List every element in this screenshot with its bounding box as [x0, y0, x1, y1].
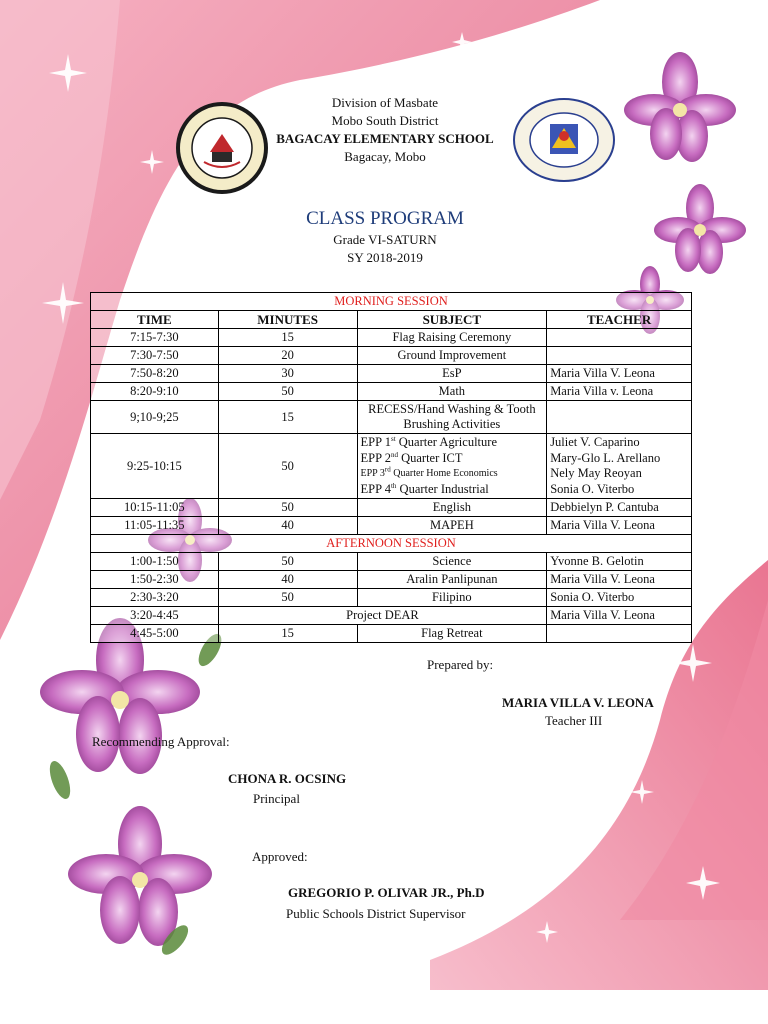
class-program-table — [90, 292, 692, 643]
cell-teacher: Maria Villa V. Leona — [547, 607, 692, 625]
cell-teacher: Maria Villa V. Leona — [547, 365, 692, 383]
cell-time: 1:50-2:30 — [91, 571, 219, 589]
epp-subject-line: EPP 1st Quarter Agriculture — [360, 434, 497, 449]
col-header-minutes: MINUTES — [218, 311, 357, 329]
cell-time: 10:15-11:05 — [91, 499, 219, 517]
table-row — [91, 499, 692, 517]
cell-minutes: 50 — [218, 434, 357, 499]
cell-time: 9;10-9;25 — [91, 401, 219, 434]
principal-title: Principal — [253, 791, 300, 806]
supervisor-name: GREGORIO P. OLIVAR JR., Ph.D — [288, 885, 485, 900]
school-header — [230, 94, 540, 166]
table-row — [91, 571, 692, 589]
header-school-name: BAGACAY ELEMENTARY SCHOOL — [276, 131, 494, 146]
session-row-afternoon — [91, 535, 692, 553]
cell-time: 8:20-9:10 — [91, 383, 219, 401]
cell-subject: Flag Raising Ceremony — [357, 329, 547, 347]
cell-minutes: 15 — [218, 401, 357, 434]
cell-subject: Filipino — [357, 589, 547, 607]
header-district: Mobo South District — [331, 113, 439, 128]
col-header-teacher: TEACHER — [547, 311, 692, 329]
table-row — [91, 329, 692, 347]
title-block — [230, 207, 540, 267]
table-row — [91, 365, 692, 383]
cell-subject: Ground Improvement — [357, 347, 547, 365]
epp-teacher-line: Juliet V. Caparino — [550, 435, 640, 449]
table-row — [91, 589, 692, 607]
table-row — [91, 517, 692, 535]
cell-teacher — [547, 401, 692, 434]
epp-subject-line: EPP 2nd Quarter ICT — [360, 450, 463, 465]
table-row — [91, 401, 692, 434]
morning-session-label: MORNING SESSION — [91, 293, 692, 311]
table-row-retreat — [91, 625, 692, 643]
school-year: SY 2018-2019 — [347, 250, 423, 265]
session-row-morning — [91, 293, 692, 311]
col-header-time: TIME — [91, 311, 219, 329]
principal-name: CHONA R. OCSING — [228, 771, 347, 786]
cell-teacher: Yvonne B. Gelotin — [547, 553, 692, 571]
cell-time: 3:20-4:45 — [91, 607, 219, 625]
cell-minutes: 50 — [218, 553, 357, 571]
cell-subject: EsP — [357, 365, 547, 383]
cell-subject: Math — [357, 383, 547, 401]
cell-time: 2:30-3:20 — [91, 589, 219, 607]
cell-teacher-epp — [547, 434, 692, 499]
approved-label: Approved: — [252, 849, 308, 864]
supervisor-title: Public Schools District Supervisor — [286, 906, 466, 921]
cell-minutes: 30 — [218, 365, 357, 383]
cell-subject: Flag Retreat — [357, 625, 547, 643]
prepared-by-name: MARIA VILLA V. LEONA — [502, 695, 654, 710]
prepared-by-title: Teacher III — [545, 713, 603, 728]
cell-teacher: Maria Villa V. Leona — [547, 571, 692, 589]
cell-time: 7:30-7:50 — [91, 347, 219, 365]
cell-subject: MAPEH — [357, 517, 547, 535]
cell-minutes: 20 — [218, 347, 357, 365]
cell-subject: Science — [357, 553, 547, 571]
flower-top-right — [624, 52, 736, 162]
cell-subject: RECESS/Hand Washing & Tooth Brushing Activities — [357, 401, 547, 434]
cell-teacher: Maria Villa V. Leona — [547, 517, 692, 535]
cell-minutes: 15 — [218, 329, 357, 347]
table-row — [91, 347, 692, 365]
header-address: Bagacay, Mobo — [344, 149, 426, 164]
table-row — [91, 383, 692, 401]
col-header-subject: SUBJECT — [357, 311, 547, 329]
cell-subject: English — [357, 499, 547, 517]
table-row-epp — [91, 434, 692, 499]
cell-time: 11:05-11:35 — [91, 517, 219, 535]
grade-section: Grade VI-SATURN — [333, 232, 437, 247]
table-row-dear — [91, 607, 692, 625]
header-division: Division of Masbate — [331, 95, 439, 110]
cell-time: 4:45-5:00 — [91, 625, 219, 643]
cell-subject: Aralin Panlipunan — [357, 571, 547, 589]
epp-teacher-line: Mary-Glo L. Arellano — [550, 450, 661, 465]
cell-teacher — [547, 347, 692, 365]
prepared-by-label: Prepared by: — [427, 657, 494, 672]
cell-minutes: 15 — [218, 625, 357, 643]
epp-teacher-line: Nely May Reoyan — [550, 466, 642, 480]
cell-teacher — [547, 625, 692, 643]
epp-subject-line: EPP 4th Quarter Industrial — [360, 481, 489, 496]
epp-subject-line: EPP 3rd Quarter Home Economics — [360, 465, 498, 479]
cell-teacher: Sonia O. Viterbo — [547, 589, 692, 607]
cell-time: 1:00-1:50 — [91, 553, 219, 571]
afternoon-session-label: AFTERNOON SESSION — [91, 535, 692, 553]
cell-teacher: Debbielyn P. Cantuba — [547, 499, 692, 517]
cell-minutes: 50 — [218, 589, 357, 607]
epp-teacher-line: Sonia O. Viterbo — [550, 481, 635, 496]
cell-time: 7:50-8:20 — [91, 365, 219, 383]
page-title: CLASS PROGRAM — [306, 208, 464, 229]
cell-time: 9:25-10:15 — [91, 434, 219, 499]
table-row — [91, 553, 692, 571]
header-row — [91, 311, 692, 329]
cell-teacher — [547, 329, 692, 347]
cell-minutes: 50 — [218, 383, 357, 401]
cell-subject-dear: Project DEAR — [218, 607, 546, 625]
cell-time: 7:15-7:30 — [91, 329, 219, 347]
cell-subject-epp — [357, 434, 547, 499]
cell-minutes: 40 — [218, 571, 357, 589]
cell-minutes: 50 — [218, 499, 357, 517]
cell-minutes: 40 — [218, 517, 357, 535]
recommending-approval-label: Recommending Approval: — [92, 734, 230, 749]
cell-teacher: Maria Villa v. Leona — [547, 383, 692, 401]
